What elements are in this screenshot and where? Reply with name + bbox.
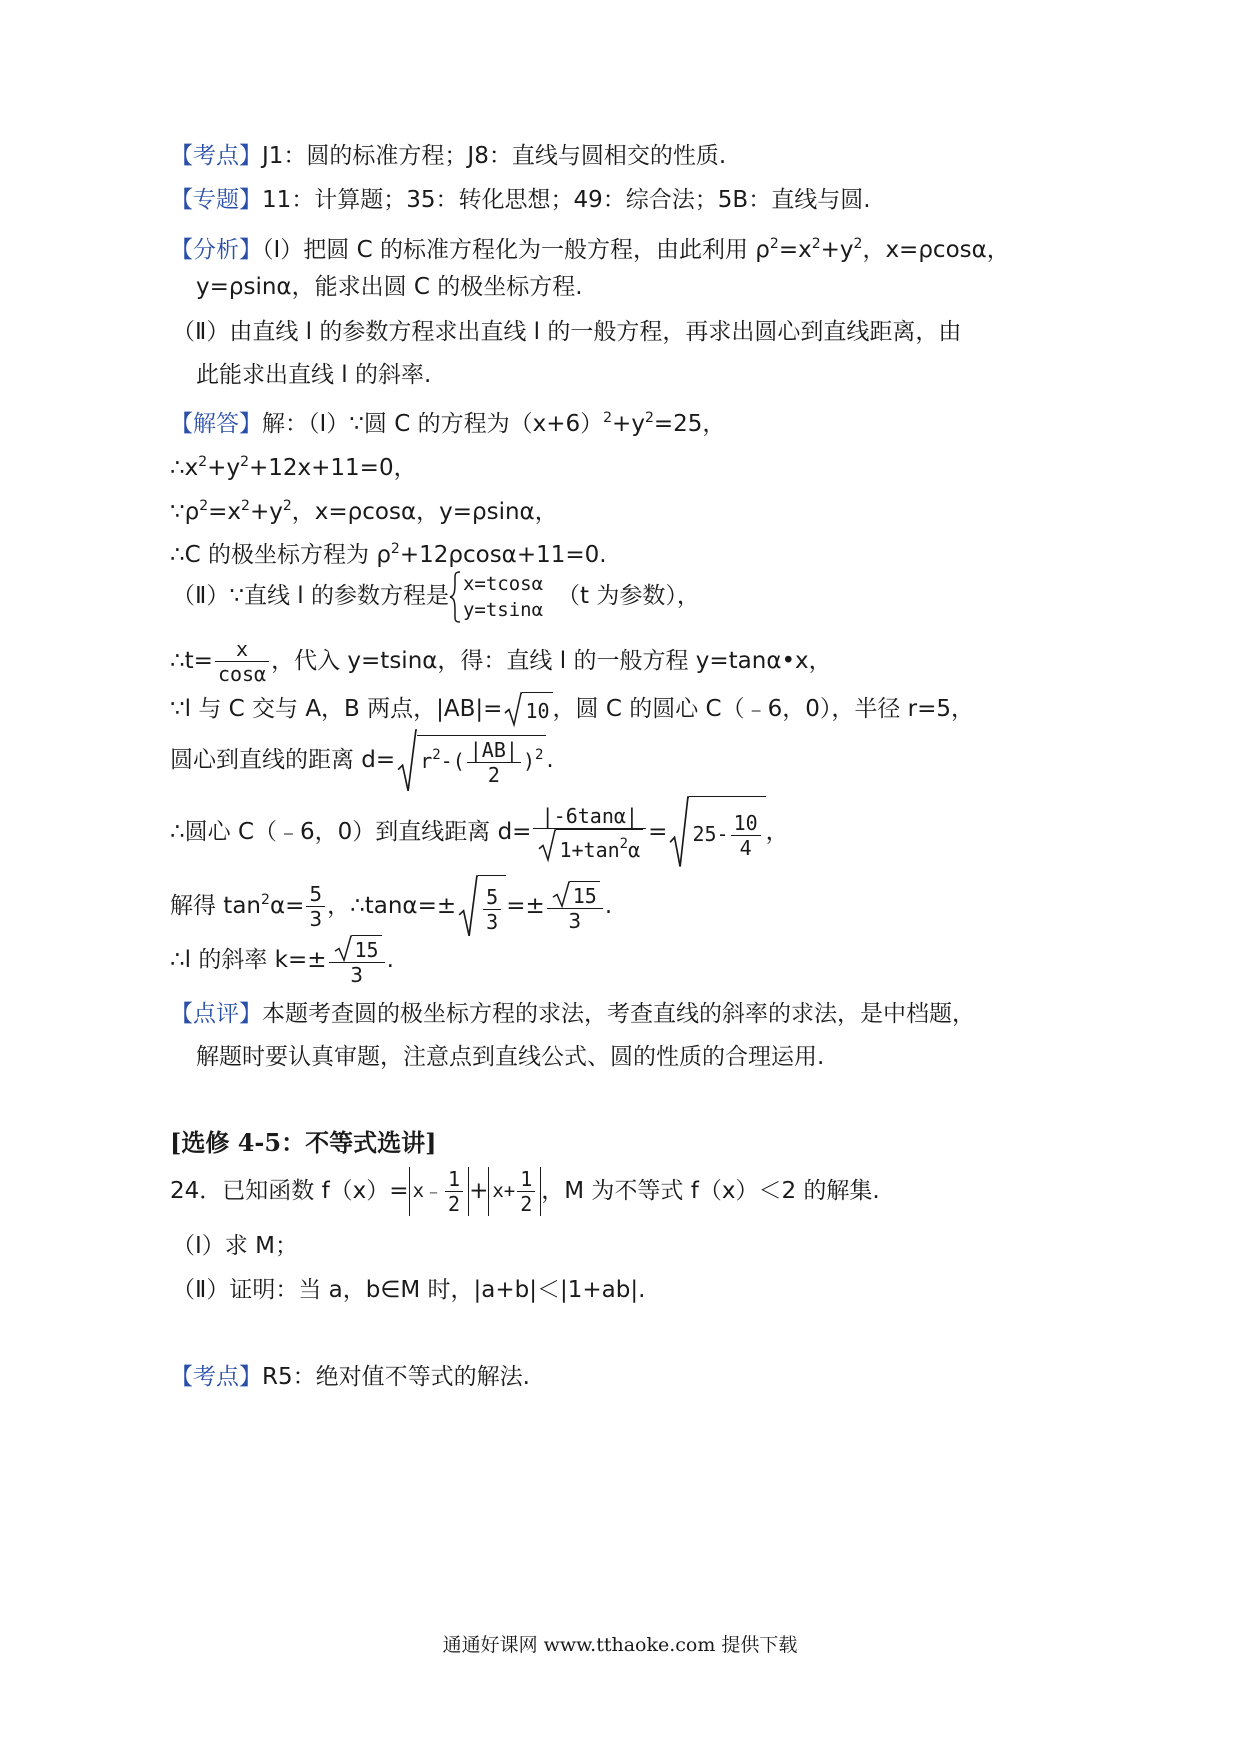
fenxi-line-4: 此能求出直线 l 的斜率. [196,362,432,388]
jieda-line-3: $\because\rho^2=x^2+y^2$，x=ρcosα，y=ρsinα， [170,498,558,525]
numerator: |AB| [467,738,521,763]
numerator: |-6tanα| [533,804,646,829]
square-root [397,729,546,793]
jieda-text: ，∴tanα=± [327,893,457,919]
fenxi-text: ，x=ρcosα， [862,237,1010,263]
math-text: r [420,748,433,773]
superscript: 2 [619,835,629,852]
numerator: 10 [731,811,761,836]
denominator: 2 [520,1192,533,1216]
kaodian-line [170,140,726,172]
math-text: = [648,819,668,845]
question-text: ，M 为不等式 f（x）＜2 的解集. [541,1178,880,1204]
fenxi-tag: 【分析】 [170,237,262,263]
numerator [547,881,603,909]
fenxi-text: =x [778,237,812,263]
jieda-text: ，代入 y=tsinα，得：直线 l 的一般方程 y=tanα•x， [271,648,832,674]
fenxi-text: +y [820,237,854,263]
fraction [467,738,521,787]
left-brace-icon [449,571,461,623]
zhuanti-text: 11：计算题；35：转化思想；49：综合法；5B：直线与圆. [262,187,871,213]
jieda-text: ， [765,819,789,845]
denominator: 3 [568,908,582,933]
jieda-text: （Ⅱ）∵直线 l 的参数方程是 [172,583,449,609]
jieda-text: ∴l 的斜率 k=± [170,947,327,973]
math-text: ) [522,748,535,773]
denominator: cosα [217,662,267,686]
jieda-line-9 [170,796,789,869]
jieda-text: ，圆 C 的圆心 C（﹣6，0），半径 r=5， [552,696,975,722]
jieda-text: ∵ρ [170,499,200,525]
square-root [458,875,506,938]
dianping-text: 本题考查圆的极坐标方程的求法，考查直线的斜率的求法，是中档题， [262,1001,975,1027]
jieda-text: ∴t= [170,648,213,674]
numerator: 5 [483,885,501,910]
square-root [334,935,382,962]
kaodian-tag: 【考点】 [170,143,262,169]
radical-sign-icon [538,829,556,862]
zhuanti-line [170,184,871,216]
jieda-line-5 [172,566,700,626]
math-text: + [469,1178,489,1204]
radical-sign-icon [458,875,478,938]
jieda-line-7 [170,692,974,727]
jieda-text: 解得 tan [170,893,262,919]
jieda-text: . [604,893,613,919]
question-24-part-2: （Ⅱ）证明：当 a，b∈M 时，|a+b|＜|1+ab|. [172,1277,646,1303]
denominator [533,829,646,862]
jieda-text: ，x=ρcosα，y=ρsinα， [291,499,558,525]
jieda-line-8 [170,728,554,793]
jieda-text: （t 为参数）， [557,583,700,609]
numerator: 1 [517,1167,535,1192]
fenxi-line-3: （Ⅱ）由直线 l 的参数方程求出直线 l 的一般方程，再求出圆心到直线距离，由 [172,319,962,345]
fenxi-line-2: y=ρsinα，能求出圆 C 的极坐标方程. [196,274,583,300]
fraction [445,1167,463,1216]
square-root [552,881,600,908]
zhuanti-tag: 【专题】 [170,187,262,213]
kaodian-text: R5：绝对值不等式的解法. [262,1364,530,1390]
math-text: x﹣ [412,1180,444,1202]
case-row-2: y=tsinα [462,598,544,621]
jieda-text: =25， [653,411,726,437]
dianping-tag: 【点评】 [170,1001,262,1027]
jieda-text: =x [208,499,242,525]
jieda-text: +12x+11=0， [248,455,417,481]
jieda-text: ∵l 与 C 交与 A，B 两点，|AB|= [170,696,503,722]
denominator: 3 [486,910,499,934]
denominator: 3 [350,962,363,987]
jieda-text: +12ρcosα+11=0. [399,542,607,568]
jieda-text: =± [506,893,545,919]
jieda-text: +y [612,411,645,437]
jieda-line-2: $\therefore x^2+y^2+12x+11=0$， [170,454,417,481]
radicand: 15 [570,881,600,908]
fenxi-line-1: 【分析】（Ⅰ）把圆 C 的标准方程化为一般方程，由此利用 $\rho^2=x^2+y^2$，x=ρcosα， [170,236,1010,263]
numerator: 1 [445,1167,463,1192]
kaodian-text: J1：圆的标准方程；J8：直线与圆相交的性质. [262,143,727,169]
fenxi-text: （Ⅰ）把圆 C 的标准方程化为一般方程，由此利用 ρ [262,237,770,263]
radical-sign-icon [669,796,689,869]
fraction [731,811,761,860]
question-24-part-1: （Ⅰ）求 M； [172,1233,298,1259]
dianping-line-2: 解题时要认真审题，注意点到直线公式、圆的性质的合理运用. [196,1044,825,1070]
math-text: x+ [492,1180,516,1202]
fraction [306,882,325,931]
fraction [517,1167,535,1216]
superscript: 2 [534,746,544,763]
case-row-1: x=tcosα [462,572,544,595]
denominator: 3 [309,907,323,931]
jieda-line-11 [170,930,394,990]
fraction [215,637,269,686]
jieda-text: +y [207,455,241,481]
denominator: 2 [487,762,500,787]
dianping-line-1 [170,998,975,1030]
math-text: α [628,837,641,862]
jieda-text: ∴x [170,455,199,481]
fraction [547,881,603,933]
jieda-text: ∴圆心 C（﹣6，0）到直线距离 d= [170,819,532,845]
superscript: 2 [261,892,270,908]
jieda-line-1: 【解答】解：（Ⅰ）∵圆 C 的方程为$(x+6)^2+y^2=25$， [170,410,726,437]
jieda-text: 解：（Ⅰ）∵圆 C 的方程为（x+6） [262,411,604,437]
math-text: -( [440,748,465,773]
square-root [504,692,552,727]
math-text: 25- [692,822,729,846]
jieda-line-10 [170,870,612,938]
square-root [669,796,765,869]
jieda-line-6 [170,633,832,689]
math-text: 1+tan [559,837,620,862]
jieda-tag: 【解答】 [170,411,262,437]
numerator: 5 [306,882,325,907]
kaodian-tag: 【考点】 [170,1364,262,1390]
jieda-text: ∴C 的极坐标方程为 ρ [170,542,391,568]
denominator: 4 [739,836,752,860]
jieda-line-4: ∴C 的极坐标方程为 $\rho^2+12\rho\cos\alpha+11=0$. [170,541,607,568]
superscript: 2 [432,746,441,763]
page-footer: 通通好课网 www.tthaoke.com 提供下载 [442,1634,798,1656]
numerator [329,935,385,963]
radical-sign-icon [334,935,352,962]
radical-sign-icon [504,692,522,727]
absolute-value [488,1167,541,1216]
radicand: 10 [522,692,552,727]
denominator: 2 [448,1192,461,1216]
parametric-system [449,571,543,623]
fraction [329,935,385,987]
radical-sign-icon [552,881,570,908]
kaodian-line-2 [170,1361,530,1393]
question-text: 24．已知函数 f（x）= [170,1178,409,1204]
question-24 [170,1162,880,1220]
jieda-text: . [386,947,394,973]
jieda-text: +y [249,499,283,525]
section-heading: [选修 4-5：不等式选讲] [170,1128,437,1157]
jieda-text: α= [269,893,305,919]
square-root [538,829,643,862]
radicand: 15 [352,935,382,962]
numerator: x [215,637,269,662]
jieda-text: . [546,747,554,773]
absolute-value [409,1167,470,1216]
radical-sign-icon [397,729,417,793]
fraction [533,804,646,862]
jieda-text: 圆心到直线的距离 d= [170,747,396,773]
fraction [483,885,501,934]
